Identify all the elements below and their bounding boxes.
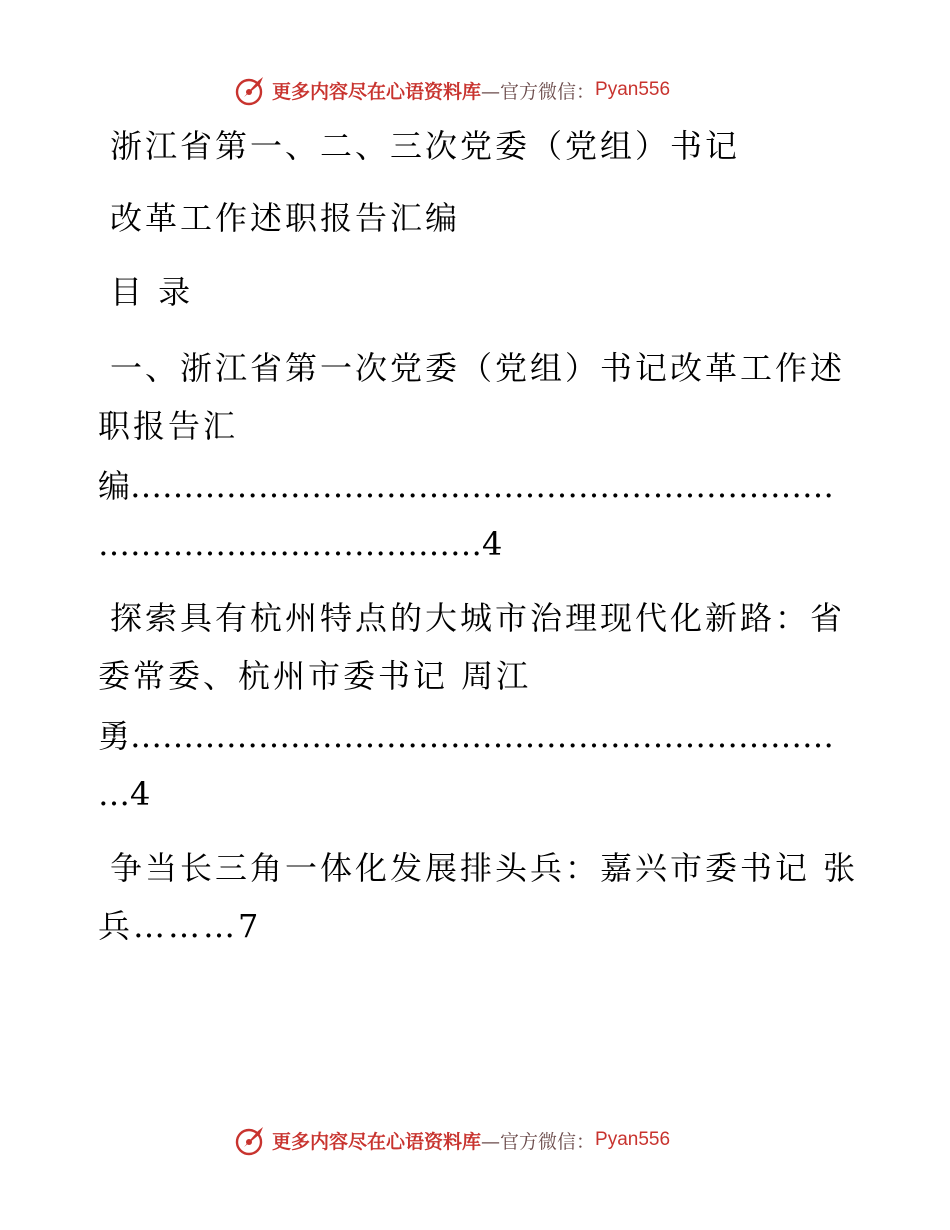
toc-entry-1-line-3: 编………………………………………………………… <box>98 467 835 505</box>
toc-entry-1-page-number: ………………………………4 <box>98 525 503 563</box>
watermark-wechat-label: —官方微信： <box>481 1130 596 1153</box>
document-title-line-2: 改革工作述职报告汇编 <box>110 199 461 237</box>
document-title-line-1: 浙江省第一、二、三次党委（党组）书记 <box>110 127 741 165</box>
toc-entry-3-page-number: 兵………7 <box>98 907 262 945</box>
header-watermark <box>234 70 670 110</box>
watermark-site-text: 更多内容尽在心语资料库 <box>272 1130 482 1153</box>
toc-entry-2-line-2: 委常委、杭州市委书记 周江 <box>98 657 532 695</box>
toc-entry-2-page-number: …4 <box>98 775 151 813</box>
watermark-wechat-label: —官方微信： <box>481 80 596 103</box>
watermark-site-text: 更多内容尽在心语资料库 <box>272 80 482 103</box>
toc-entry-2-line-1: 探索具有杭州特点的大城市治理现代化新路：省 <box>110 599 846 637</box>
toc-entry-2-line-3: 勇………………………………………………………… <box>98 717 835 755</box>
watermark-wechat-id: Pyan556 <box>595 1129 671 1150</box>
quill-pen-logo-icon <box>234 1123 268 1157</box>
watermark-wechat-id: Pyan556 <box>595 79 671 100</box>
footer-watermark <box>234 1120 670 1160</box>
toc-entry-3-line-1: 争当长三角一体化发展排头兵：嘉兴市委书记 张 <box>110 849 859 887</box>
toc-heading: 目 录 <box>110 273 194 311</box>
toc-entry-1-line-2: 职报告汇 <box>98 407 239 445</box>
toc-entry-1-line-1: 一、浙江省第一次党委（党组）书记改革工作述 <box>110 349 846 387</box>
quill-pen-logo-icon <box>234 73 268 107</box>
